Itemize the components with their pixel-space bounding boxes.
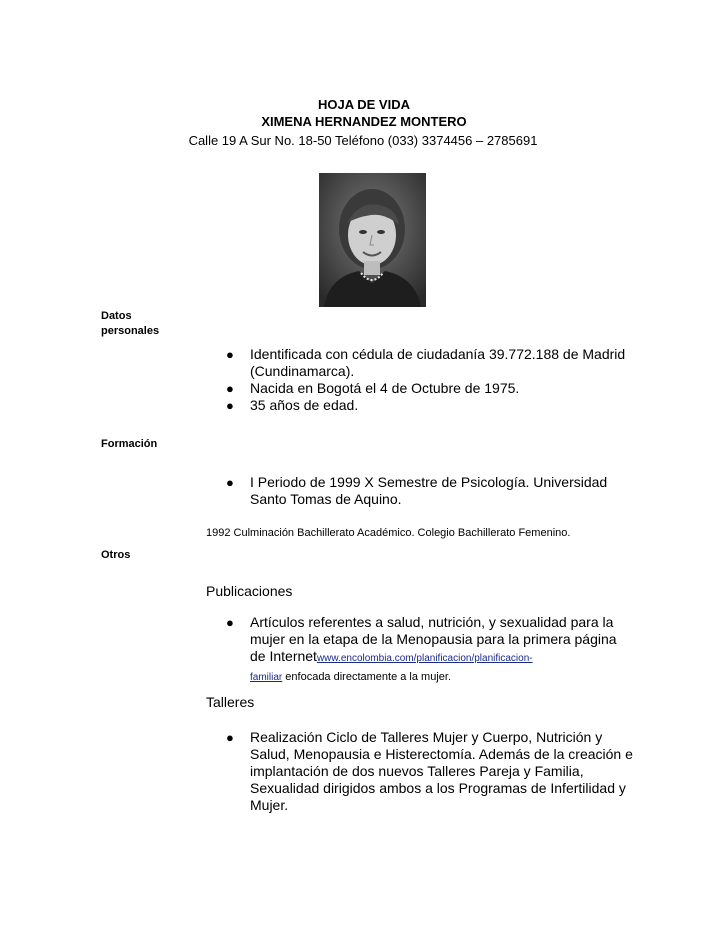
bullet-icon: ●	[226, 381, 234, 396]
talleres-list	[226, 729, 633, 814]
portrait-photo	[319, 173, 426, 307]
bullet-icon: ●	[226, 347, 234, 362]
contact-address: Calle 19 A Sur No. 18-50 Teléfono (033) 3374456 – 2785691	[188, 133, 538, 148]
list-item: ● Realización Ciclo de Talleres Mujer y Cuerpo, Nutrición y Salud, Menopausia e Histerectomía. Además de la creación e implantación de dos nuevos Talleres Pareja y Familia, Sexualidad dirigidos ambos a los Programas de Infertilidad y Mujer.	[226, 729, 633, 813]
bullet-icon: ●	[226, 615, 234, 630]
section-label-otros: Otros	[101, 549, 131, 561]
section-label-datos: Datos personales	[101, 310, 160, 337]
list-item: ● I Periodo de 1999 X Semestre de Psicología. Universidad Santo Tomas de Aquino.	[226, 474, 608, 507]
talleres-heading: Talleres	[206, 694, 255, 710]
bullet-icon: ●	[226, 730, 234, 745]
list-item: ● Artículos referentes a salud, nutrición, y sexualidad para la mujer en la etapa de la Menopausia para la primera página de Internetwww.encolombia.com/planificacion/planificacion- familiar enfocada directamente a la mujer.	[226, 614, 617, 683]
person-name: XIMENA HERNANDEZ MONTERO	[261, 114, 467, 129]
list-item: ● Nacida en Bogotá el 4 de Octubre de 1975.	[226, 380, 520, 396]
list-item: ● Identificada con cédula de ciudadanía 39.772.188 de Madrid (Cundinamarca).	[226, 346, 626, 379]
list-item: ● 35 años de edad.	[226, 397, 359, 413]
encolombia-link-cont[interactable]: familiar	[250, 672, 283, 683]
formacion-extra: 1992 Culminación Bachillerato Académico. Colegio Bachillerato Femenino.	[206, 527, 571, 539]
formacion-list	[226, 474, 607, 508]
document-title: HOJA DE VIDA	[318, 97, 410, 112]
datos-list	[226, 346, 625, 414]
bullet-icon: ●	[226, 475, 234, 490]
section-label-formacion: Formación	[101, 438, 158, 450]
bullet-icon: ●	[226, 398, 234, 413]
document-header	[0, 96, 728, 150]
encolombia-link[interactable]: www.encolombia.com/planificacion/planificacion-	[316, 653, 533, 664]
publicaciones-heading: Publicaciones	[206, 583, 293, 599]
publicaciones-list	[226, 614, 617, 686]
